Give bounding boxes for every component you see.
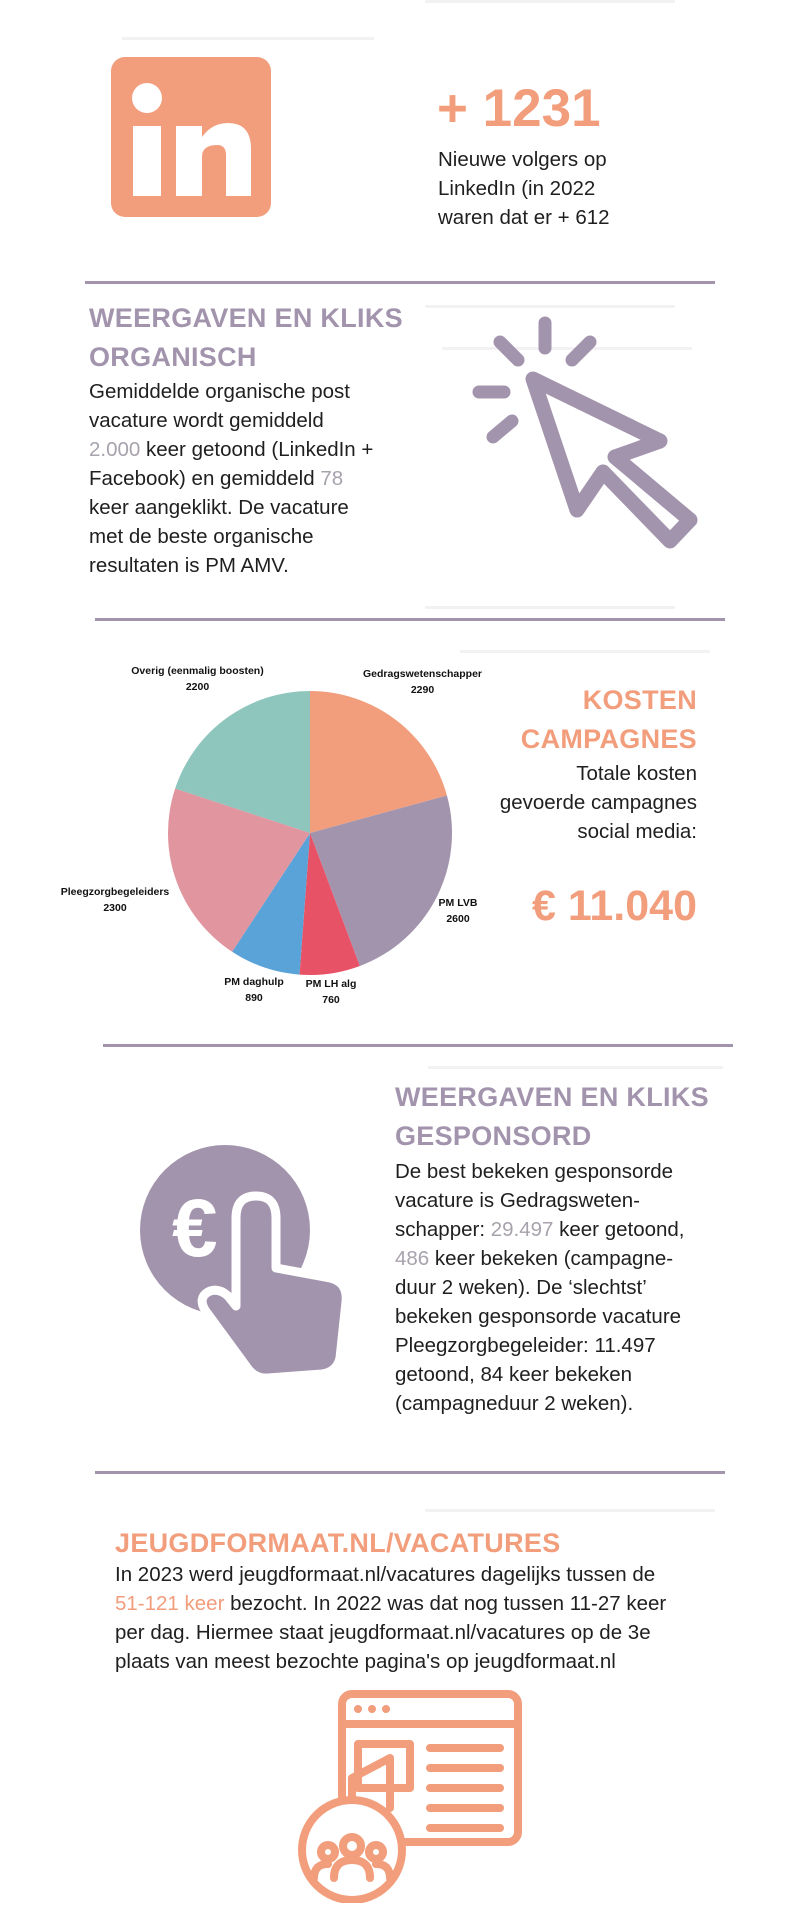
organic-description: Gemiddelde organische post vacature wordt gemiddeld 2.000 keer getoond (LinkedIn + Facebook) en gemiddeld 78 keer aangeklikt. De vacature met de beste organische resultaten is PM AMV. — [89, 380, 374, 577]
website-description: In 2023 werd jeugdformaat.nl/vacatures dagelijks tussen de 51-121 keer bezocht. In 2022 was dat nog tussen 11-27 keer per dag. Hiermee staat jeugdformaat.nl/vacatures op de 3e plaats van meest bezochte pagina's op jeugdformaat.nl — [115, 1563, 667, 1673]
pie-label-pleegzorgbegeleiders: Pleegzorgbegeleiders 2300 — [60, 886, 170, 914]
pie-label-pm-lvb: PM LVB 2600 — [438, 897, 478, 925]
decor-line — [428, 1066, 723, 1069]
sponsored-heading: WEERGAVEN EN KLIKS GESPONSORD — [395, 1082, 709, 1151]
costs-description: Totale kosten gevoerde campagnes social media: — [499, 762, 697, 843]
pie-label-gedragswetenschapper: Gedragswetenschapper 2290 — [362, 668, 483, 696]
section-divider — [95, 1471, 725, 1474]
website-heading: JEUGDFORMAAT.NL/VACATURES — [115, 1528, 561, 1558]
linkedin-stat: + 1231 — [437, 79, 601, 138]
sponsored-description: De best bekeken gesponsorde vacature is Gedragsweten- schapper: 29.497 keer getoond, 486 keer bekeken (campagne- duur 2 weken). De ‘slechtst’ bekeken gesponsorde vacature Pleegzorgbegeleider: 11.497 getoond, 84 keer bekeken (campagneduur 2 weken). — [395, 1160, 685, 1415]
costs-heading: KOSTEN CAMPAGNES — [520, 685, 697, 754]
organic-heading: WEERGAVEN EN KLIKS ORGANISCH — [89, 303, 403, 372]
decor-line — [425, 1509, 715, 1512]
costs-amount: € 11.040 — [531, 882, 697, 930]
pie-label-pm-lh-alg: PM LH alg 760 — [305, 978, 357, 1006]
section-divider — [103, 1044, 733, 1047]
pie-label-pm-daghulp: PM daghulp 890 — [224, 976, 284, 1004]
website-visitors-icon — [290, 1688, 530, 1903]
euro-click-icon — [140, 1140, 365, 1380]
svg-text:€: € — [172, 1183, 218, 1274]
pie-label-overig: Overig (eenmalig boosten) 2200 — [131, 665, 264, 693]
linkedin-description: Nieuwe volgers op LinkedIn (in 2022 waren dat er + 612 — [438, 148, 610, 229]
